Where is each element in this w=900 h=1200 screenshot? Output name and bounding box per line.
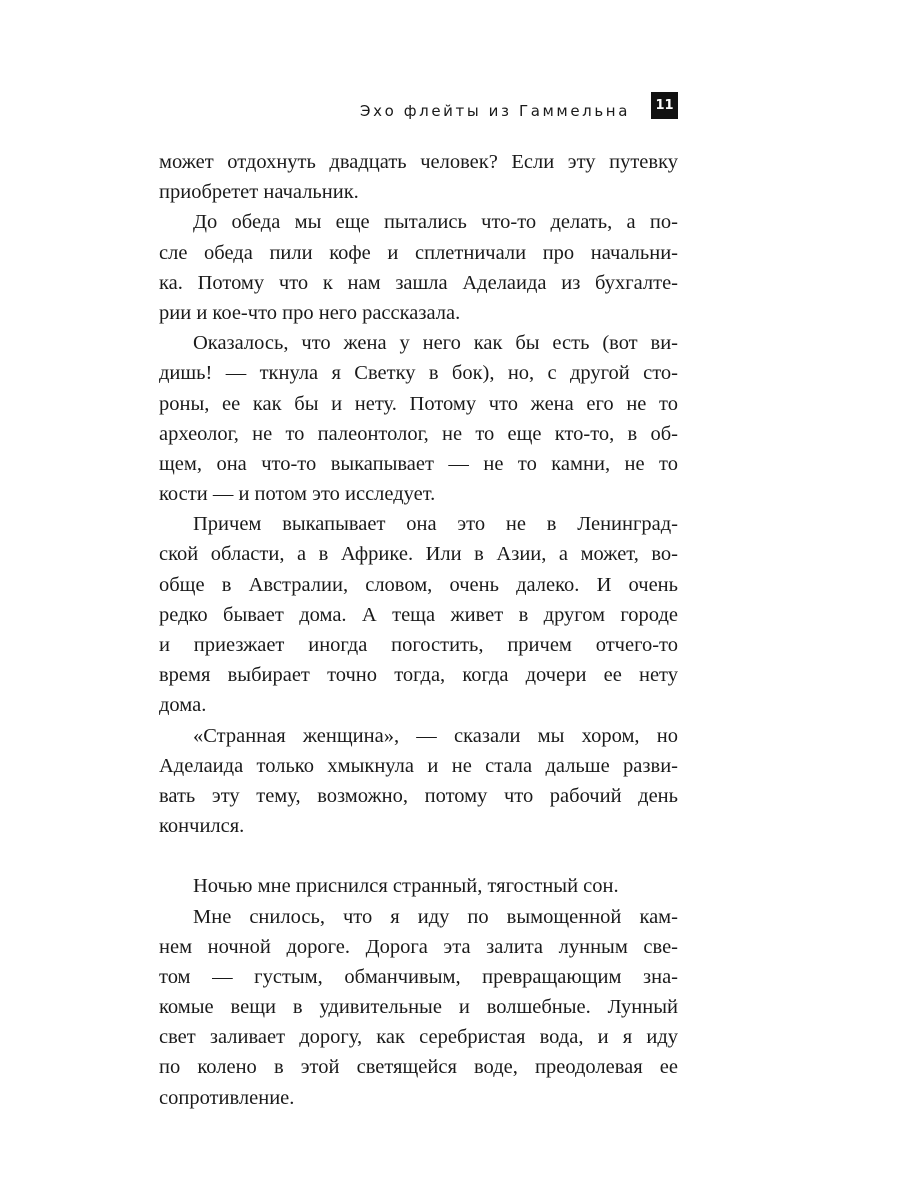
text-line: нем ночной дороге. Дорога эта залита лунным све- [159,935,678,958]
paragraph [159,147,678,207]
text-line: кости — и потом это исследует. [159,483,436,506]
text-line: сопротивление. [159,1086,295,1109]
text-line: время выбирает точно тогда, когда дочери ее нету [159,664,678,687]
text-line: обще в Австралии, словом, очень далеко. И очень [159,573,678,596]
text-line: рии и кое-что про него рассказала. [159,301,461,324]
text-line: дишь! — ткнула я Светку в бок), но, с другой сто- [159,362,678,385]
text-line: том — густым, обманчивым, превращающим зна- [159,965,678,988]
paragraph [159,207,678,328]
text-line: Мне снилось, что я иду по вымощенной кам- [193,905,678,928]
text-line: может отдохнуть двадцать человек? Если эту путевку [159,151,678,173]
text-line: свет заливает дорогу, как серебристая вода, и я иду [159,1026,678,1049]
text-line: щем, она что-то выкапывает — не то камни, не то [159,452,678,475]
body-text [159,147,678,1113]
paragraph [159,328,678,509]
section-break [159,841,678,871]
text-line: Причем выкапывает она это не в Ленинград- [193,513,678,536]
text-line: приобретет начальник. [159,181,359,204]
paragraph [159,509,678,720]
text-line: комые вещи в удивительные и волшебные. Лунный [159,996,678,1019]
text-line: ка. Потому что к нам зашла Аделаида из бухгалте- [159,271,678,294]
text-line: дома. [159,694,207,717]
text-line: и приезжает иногда погостить, причем отчего-то [159,634,678,656]
text-line: Аделаида только хмыкнула и не стала дальше разви- [159,754,678,777]
running-title: Эхо флейты из Гаммельна [360,102,630,120]
text-line: археолог, не то палеонтолог, не то еще кто-то, в об- [159,422,678,445]
text-line: редко бывает дома. А теща живет в другом городе [159,603,678,626]
text-line: «Странная женщина», — сказали мы хором, но [193,724,678,747]
text-line: вать эту тему, возможно, потому что рабочий день [159,784,678,807]
text-line: по колено в этой светящейся воде, преодолевая ее [159,1056,678,1079]
text-line: Оказалось, что жена у него как бы есть (вот ви- [193,332,678,355]
paragraph [159,721,678,842]
text-line: сле обеда пили кофе и сплетничали про начальни- [159,241,678,264]
text-line: ской области, а в Африке. Или в Азии, а может, во- [159,543,678,566]
text-line: Ночью мне приснился странный, тягостный сон. [193,875,619,898]
text-line: До обеда мы еще пытались что-то делать, а по- [193,211,678,234]
paragraph [159,902,678,1113]
text-line: роны, ее как бы и нету. Потому что жена его не то [159,392,678,415]
page-number: 11 [651,92,678,119]
page-header [0,92,900,122]
paragraph [159,871,678,901]
text-line: кончился. [159,815,245,838]
